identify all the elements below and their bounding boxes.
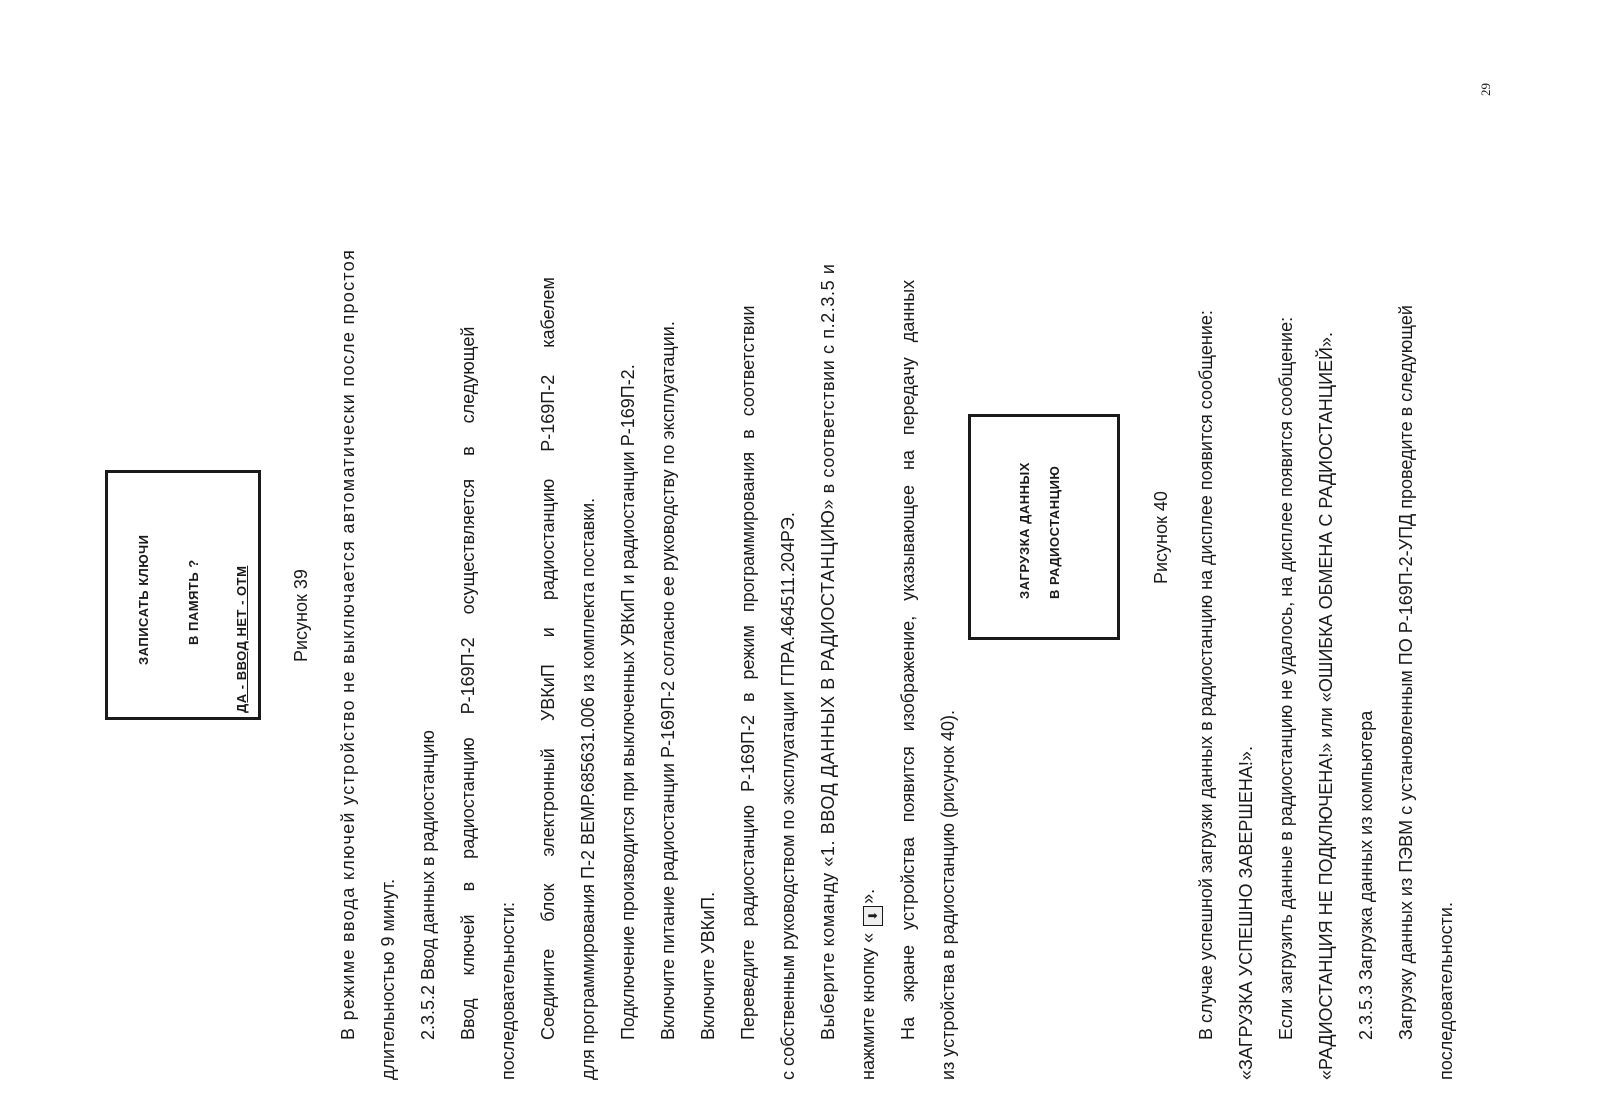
text-line: последовательности:	[498, 902, 518, 1080]
text-line: Если загрузить данные в радиостанцию не удалось, на дисплее появится сообщение:	[1276, 316, 1296, 1040]
figure-40-line-2: В РАДИОСТАНЦИЮ	[1047, 465, 1062, 599]
text-line: Соедините блок электронный УВКиП и радиостанцию Р-169П-2 кабелем	[538, 277, 558, 1040]
text-line: из устройства в радиостанцию (рисунок 40).	[938, 710, 958, 1080]
enter-arrow-icon: ⬇	[863, 906, 883, 926]
text-line: Переведите радиостанцию Р-169П-2 в режим программирования в соответствии	[738, 305, 758, 1040]
text-line: Включите питание радиостанции Р-169П-2 согласно ее руководству по эксплуатации.	[658, 321, 678, 1040]
text-line: Ввод ключей в радиостанцию Р-169П-2 осуществляется в следующей	[458, 326, 478, 1040]
text-line-content: В режиме ввода ключей устройство не выключается автоматически после простоя	[338, 248, 358, 1040]
text-line: Подключение производится при выключенных УВКиП и радиостанции Р-169П-2.	[618, 364, 638, 1040]
section-heading: 2.3.5.2 Ввод данных в радиостанцию	[418, 730, 438, 1040]
figure-39-line-2: В ПАМЯТЬ ?	[186, 559, 201, 645]
page-number: 29	[1478, 83, 1493, 96]
key-instruction: нажмите кнопку «	[858, 927, 878, 1080]
text-line: последовательности.	[1436, 902, 1456, 1080]
figure-39-caption: Рисунок 39	[291, 569, 311, 662]
figure-39-display	[105, 470, 261, 720]
text-line: Включите УВКиП.	[698, 891, 718, 1040]
section-heading: 2.3.5.3 Загрузка данных из компьютера	[1356, 710, 1376, 1040]
text-line	[337, 60, 359, 1040]
figure-40-display	[968, 414, 1120, 640]
text-line: «ЗАГРУЗКА УСПЕШНО ЗАВЕРШЕНА!».	[1236, 746, 1256, 1080]
text-line: На экране устройства появится изображение, указывающее на передачу данных	[898, 279, 918, 1040]
text-line	[857, 889, 883, 1080]
text-line: для программирования П-2 ВЕМР.685631.006 из комплекта поставки.	[578, 497, 598, 1080]
text-line: В случае успешной загрузки данных в радиостанцию на дисплее появится сообщение:	[1196, 310, 1216, 1040]
key-instruction-suffix: ».	[858, 888, 878, 904]
text-line: Загрузку данных из ПЭВМ с установленным ПО Р-169П-2-УПД проведите в следующей	[1396, 305, 1416, 1040]
figure-40-line-1: ЗАГРУЗКА ДАННЫХ	[1017, 462, 1032, 599]
text-line: «РАДИОСТАНЦИЯ НЕ ПОДКЛЮЧЕНА!» или «ОШИБКА ОБМЕНА С РАДИОСТАНЦИЕЙ».	[1316, 332, 1336, 1080]
figure-39-line-3: ДА - ВВОД НЕТ - ОТМ	[234, 565, 249, 713]
text-line: длительностью 9 минут.	[378, 878, 398, 1080]
figure-39-line-1: ЗАПИСАТЬ КЛЮЧИ	[136, 534, 151, 665]
text-line: с собственным руководством по эксплуатации ГПРА.464511.204РЭ.	[778, 512, 798, 1080]
figure-40-caption: Рисунок 40	[1151, 491, 1171, 584]
text-line: Выберите команду «1. ВВОД ДАННЫХ В РАДИОСТАНЦИЮ» в соответствии с п.2.3.5 и	[818, 263, 838, 1040]
